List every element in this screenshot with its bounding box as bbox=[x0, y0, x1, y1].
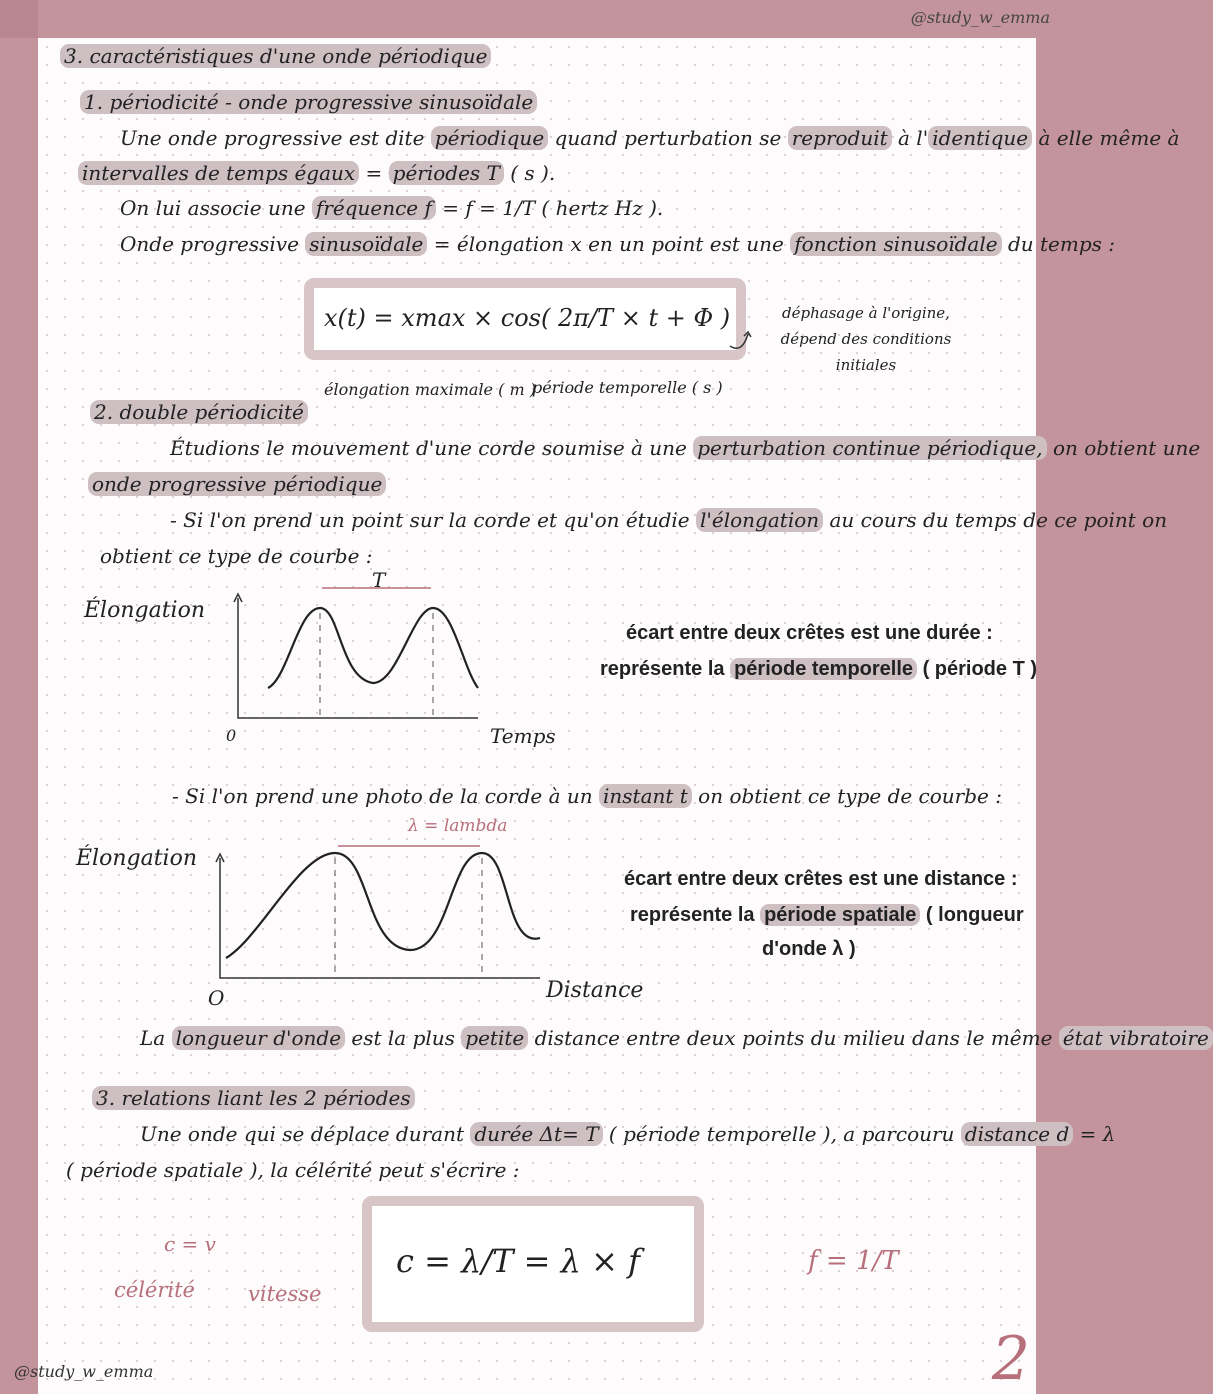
subsection-2-title: 2. double périodicité bbox=[90, 400, 308, 424]
xmax-note: élongation maximale ( m ) bbox=[324, 380, 536, 399]
wavelength-definition: La longueur d'onde est la plus petite distance entre deux points du milieu dans le même état vibratoire bbox=[140, 1026, 1213, 1050]
section-title: 3. caractéristiques d'une onde périodique bbox=[60, 44, 491, 68]
graph2-note-line3: d'onde λ ) bbox=[762, 938, 856, 960]
graph2-origin: O bbox=[208, 986, 225, 1010]
sub2-para2: onde progressive périodique bbox=[88, 472, 386, 496]
graph1-curve bbox=[228, 588, 488, 728]
subsection-1-title: 1. périodicité - onde progressive sinusoïdale bbox=[80, 90, 537, 114]
sub2-para3: - Si l'on prend un point sur la corde et qu'on étudie l'élongation au cours du temps de ce point on bbox=[170, 508, 1168, 532]
graph1-xlabel: Temps bbox=[490, 724, 556, 748]
phase-arrow bbox=[728, 326, 758, 356]
sub2-para1: Étudions le mouvement d'une corde soumise à une perturbation continue périodique, on obtient une bbox=[170, 436, 1201, 460]
period-note: période temporelle ( s ) bbox=[532, 378, 723, 397]
subsection-3-title: 3. relations liant les 2 périodes bbox=[92, 1086, 415, 1110]
celerity-formula: c = λ/T = λ × f bbox=[396, 1242, 640, 1280]
sub1-para4: Onde progressive sinusoïdale = élongation x en un point est une fonction sinusoïdale du temps : bbox=[120, 232, 1115, 256]
graph1-origin: 0 bbox=[226, 726, 237, 745]
note-page bbox=[38, 8, 1209, 1394]
sub3-para2: ( période spatiale ), la célérité peut s'écrire : bbox=[66, 1158, 520, 1182]
graph2-ylabel: Élongation bbox=[76, 846, 197, 871]
sub2-para5: - Si l'on prend une photo de la corde à un instant t on obtient ce type de courbe : bbox=[172, 784, 1002, 808]
graph2-xlabel: Distance bbox=[546, 978, 644, 1003]
c-equals-v: c = v bbox=[164, 1232, 216, 1256]
graph2-period: λ = lambda bbox=[408, 816, 508, 836]
graph1-period: T bbox=[372, 568, 386, 592]
phase-note: déphasage à l'origine, dépend des conditions initiales bbox=[780, 304, 952, 374]
frequency-formula: f = 1/T bbox=[808, 1246, 899, 1276]
sub1-para2: intervalles de temps égaux = périodes T ( s ). bbox=[78, 161, 555, 185]
celerity-formula-box bbox=[362, 1196, 704, 1332]
formula-box bbox=[304, 278, 746, 360]
watermark-top: @study_w_emma bbox=[910, 8, 1050, 27]
wave-formula: x(t) = xmax × cos( 2π/T × t + Φ ) bbox=[324, 304, 731, 332]
sub1-para1: Une onde progressive est dite périodique quand perturbation se reproduit à l' identique à elle même à bbox=[120, 126, 1180, 150]
graph2-note-line2: représente la période spatiale ( longueur bbox=[630, 904, 1024, 926]
watermark-bottom: @study_w_emma bbox=[14, 1362, 154, 1381]
graph2-note-line1: écart entre deux crêtes est une distance : bbox=[624, 868, 1018, 890]
graph1-ylabel: Élongation bbox=[84, 598, 205, 623]
sub3-para1: Une onde qui se déplace durant durée Δt= T ( période temporelle ), a parcouru distance d = λ bbox=[140, 1122, 1116, 1146]
graph1-note-line1: écart entre deux crêtes est une durée : bbox=[626, 622, 993, 644]
sub2-para4: obtient ce type de courbe : bbox=[100, 544, 373, 568]
vitesse-label: vitesse bbox=[248, 1282, 322, 1306]
page-number: 2 bbox=[991, 1324, 1030, 1394]
graph2-curve bbox=[210, 838, 550, 988]
sub1-para3: On lui associe une fréquence f = f = 1/T ( hertz Hz ). bbox=[120, 196, 664, 220]
celerite-label: célérité bbox=[114, 1278, 195, 1302]
graph1-note-line2: représente la période temporelle ( période T ) bbox=[600, 658, 1038, 680]
corner-tab bbox=[0, 0, 38, 38]
